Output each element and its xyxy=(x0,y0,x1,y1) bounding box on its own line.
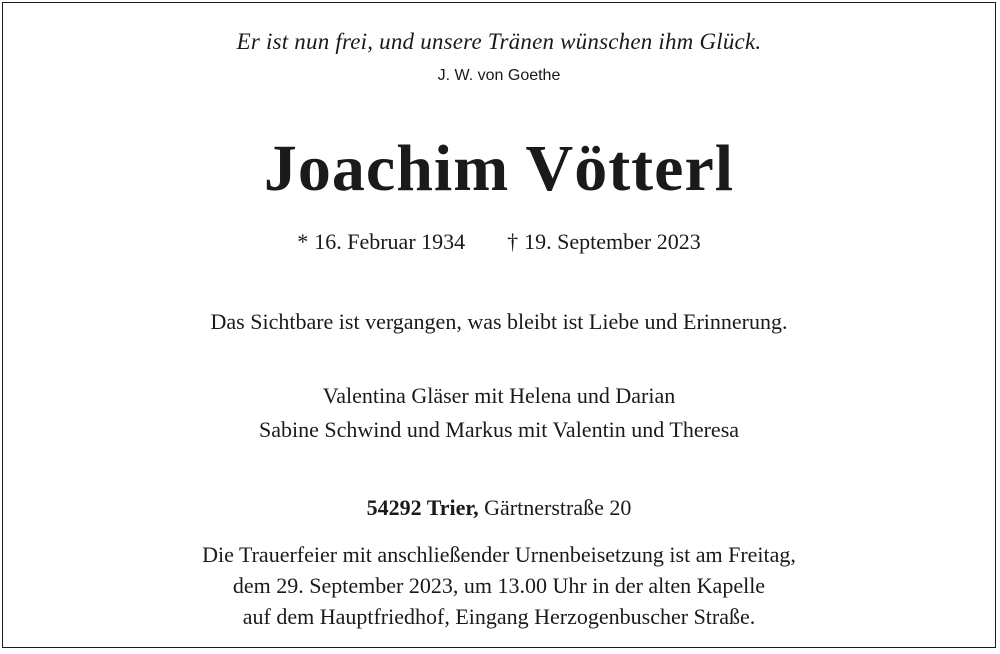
death-date: 19. September 2023 xyxy=(524,229,701,254)
obituary-notice xyxy=(2,2,996,648)
funeral-service-info xyxy=(3,539,995,632)
quote-author: J. W. von Goethe xyxy=(437,67,561,84)
service-line: auf dem Hauptfriedhof, Eingang Herzogenbuscher Straße. xyxy=(242,604,756,629)
birth-symbol: * xyxy=(297,229,309,254)
death-symbol: † xyxy=(507,229,519,254)
address-city: 54292 Trier, xyxy=(366,495,479,520)
service-line: Die Trauerfeier mit anschließender Urnenbeisetzung ist am Freitag, xyxy=(202,542,796,567)
motto: Das Sichtbare ist vergangen, was bleibt ist Liebe und Erinnerung. xyxy=(210,309,788,334)
life-dates xyxy=(3,229,995,255)
quote: Er ist nun frei, und unsere Tränen wünschen ihm Glück. xyxy=(236,29,762,54)
service-line: dem 29. September 2023, um 13.00 Uhr in der alten Kapelle xyxy=(232,573,766,598)
deceased-name: Joachim Vötterl xyxy=(263,132,735,205)
birth-date: 16. Februar 1934 xyxy=(314,229,466,254)
family-address xyxy=(3,495,995,521)
mourner-line: Sabine Schwind und Markus mit Valentin und Theresa xyxy=(258,417,740,442)
address-street: Gärtnerstraße 20 xyxy=(484,495,632,520)
mourner-line: Valentina Gläser mit Helena und Darian xyxy=(322,383,676,408)
